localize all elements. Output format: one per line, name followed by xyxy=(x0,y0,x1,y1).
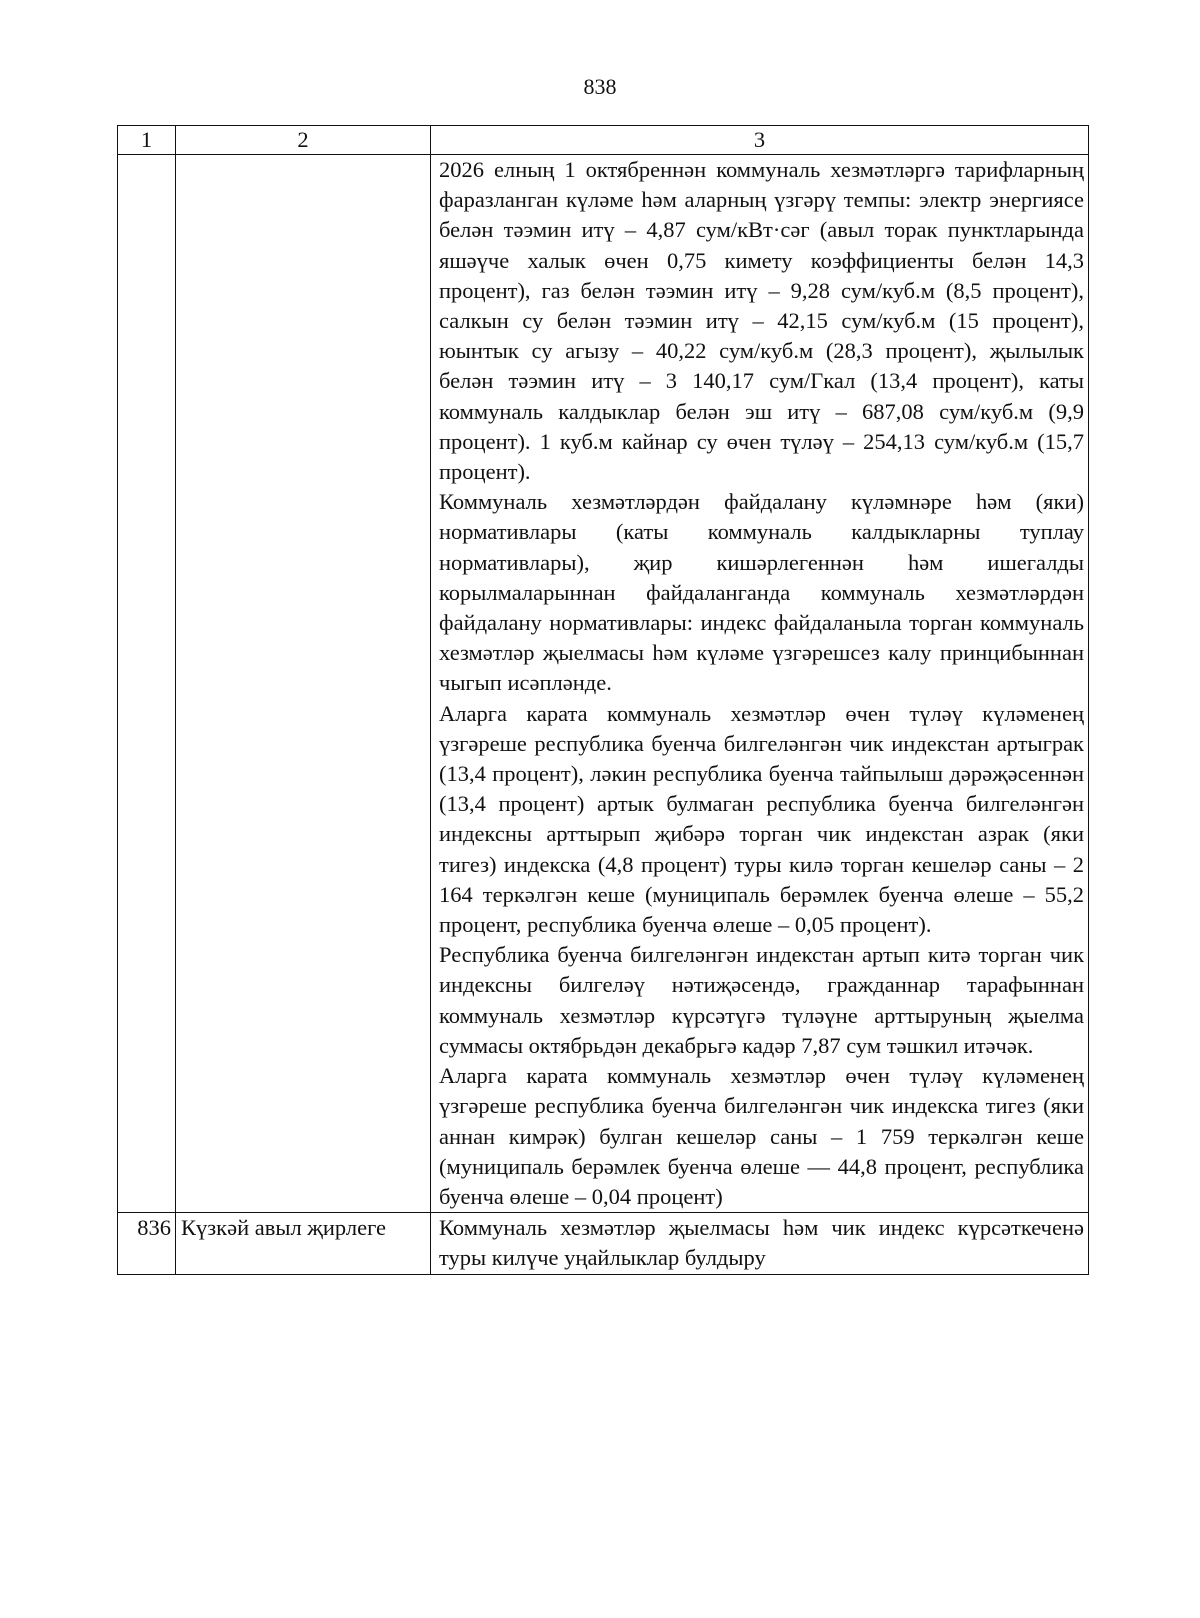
table-header-row xyxy=(118,126,1089,155)
population-above-index-paragraph: Аларга карата коммуналь хезмәтләр өчен түләү күләменең үзгәреше республика буенча билгеләнгән чик индекстан артыграк (13,4 процент), ләкин республика буенча тайпылыш дәрәҗәсеннән (13,4 процент) артык булмаган республика буенча билгеләнгән индексны арттырып җибәрә торган чик индекстан азрак (яки тигез) индекска (4,8 процент) туры килә торган кешеләр саны – 2 164 теркәлгән кеше (муниципаль берәмлек буенча өлеше – 55,2 процент, республика буенча өлеше – 0,05 процент). xyxy=(439,700,1084,938)
row-number: 836 xyxy=(118,1213,176,1274)
amenities-paragraph: Коммуналь хезмәтләр җыелмасы һәм чик индекс күрсәткеченә туры килүче уңайлыклар булдыру xyxy=(439,1215,1084,1271)
row-name-cell xyxy=(176,155,431,1213)
municipal-tariff-table xyxy=(117,125,1089,1275)
column-header-1: 1 xyxy=(118,126,176,155)
settlement-name: Күзкәй авыл җирлеге xyxy=(176,1213,431,1274)
tariff-forecast-paragraph: 2026 елның 1 октябреннән коммуналь хезмәтләргә тарифларның фаразланган күләме һәм аларның үзгәрү темпы: электр энергиясе белән тәэмин итү – 4,87 сум/кВт·сәг (авыл торак пунктларында яшәүче халык өчен 0,75 кимету коэффициенты белән 14,3 процент), газ белән тәэмин итү – 9,28 сум/куб.м (8,5 процент), салкын су белән тәэмин итү – 42,15 сум/куб.м (15 процент), юынтык су агызу – 40,22 сум/куб.м (28,3 процент), җылылык белән тәэмин итү – 3 140,17 сум/Гкал (13,4 процент), каты коммуналь калдыклар белән эш итү – 687,08 сум/куб.м (9,9 процент). 1 куб.м кайнар су өчен түләү – 254,13 сум/куб.м (15,7 процент). xyxy=(439,157,1084,485)
column-header-3: 3 xyxy=(431,126,1089,155)
consumption-norms-paragraph: Коммуналь хезмәтләрдән файдалану күләмнәре һәм (яки) нормативлары (каты коммуналь калдыкларны туплау нормативлары), җир кишәрлегеннән һәм ишегалды корылмаларыннан файдаланганда коммуналь хезмәтләрдән файдалану нормативлары: индекс файдаланыла торган коммуналь хезмәтләр җыелмасы һәм күләме үзгәрешсез калу принцибыннан чыгып исәпләнде. xyxy=(439,489,1084,696)
table-row xyxy=(118,1213,1089,1274)
row-content-cell xyxy=(431,155,1089,1213)
row-number-cell xyxy=(118,155,176,1213)
total-increase-paragraph: Республика буенча билгеләнгән индекстан артып китә торган чик индексны билгеләү нәтиҗәсендә, гражданнар тарафыннан коммуналь хезмәтләр күрсәтүгә түләүне арттыруның җыелма суммасы октябрьдән декабрьгә кадәр 7,87 сум тәшкил итәчәк. xyxy=(439,942,1084,1058)
page-number: 838 xyxy=(583,74,617,99)
row-content-cell xyxy=(431,1213,1089,1274)
column-header-2: 2 xyxy=(176,126,431,155)
table-row-continued xyxy=(118,155,1089,1213)
population-within-index-paragraph: Аларга карата коммуналь хезмәтләр өчен түләү күләменең үзгәреше республика буенча билгеләнгән чик индекска тигез (яки аннан кимрәк) булган кешеләр саны – 1 759 теркәлгән кеше (муниципаль берәмлек буенча өлеше — 44,8 процент, республика буенча өлеше – 0,04 процент) xyxy=(439,1063,1084,1209)
